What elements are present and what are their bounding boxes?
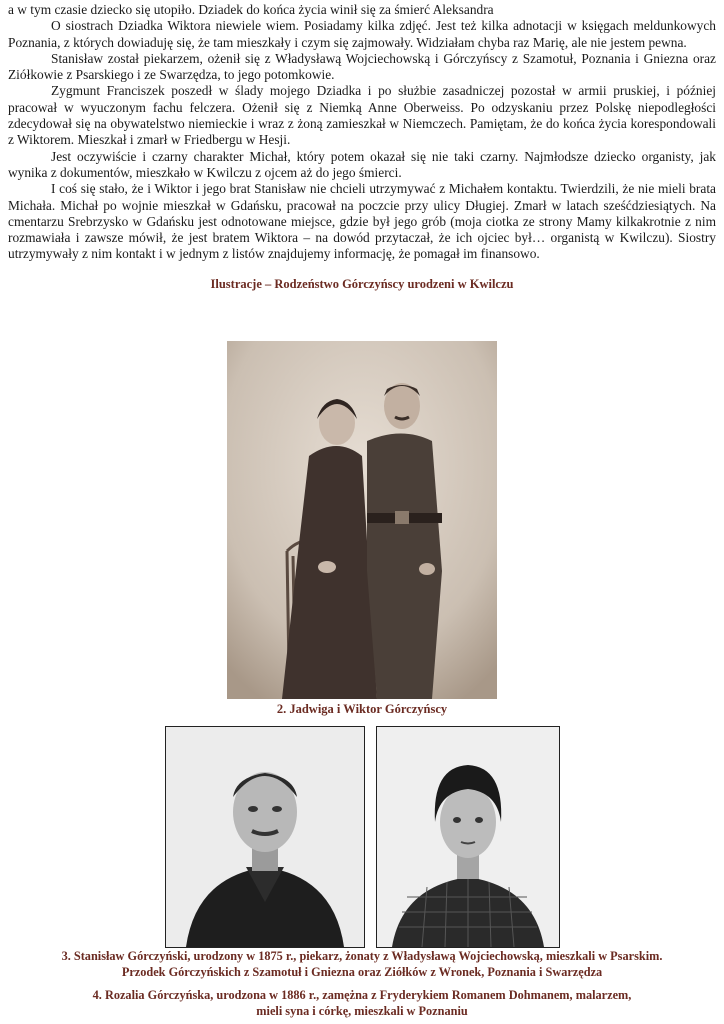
- paragraph-2: O siostrach Dziadka Wiktora niewiele wiem. Posiadamy kilka zdjęć. Jest też kilka adnotacji w księgach meldunkowych Poznania, z których dowiaduję się, że tam mieszkały i czym się zajmowały. Widziałam chyba raz Marię, ale nie jestem pewna.: [8, 18, 716, 50]
- photo-rozalia: [376, 726, 560, 948]
- document-page: [8, 2, 716, 292]
- caption-photo-2: 2. Jadwiga i Wiktor Górczyńscy: [276, 702, 448, 716]
- photo-stanislaw: [165, 726, 365, 948]
- caption-photo-3-line-2: Przodek Górczyńskich z Szamotuł i Gniezna oraz Ziółków z Wronek, Poznania i Swarzędza: [121, 965, 603, 979]
- paragraph-5: Jest oczywiście i czarny charakter Michał, który potem okazał się nie taki czarny. Najmłodsze dziecko organisty, jak wynika z dokumentów, mieszkało w Kwilczu z ojcem aż do jego śmierci.: [8, 148, 716, 180]
- caption-photo-4-line-2: mieli syna i córkę, mieszkali w Poznaniu: [256, 1004, 468, 1018]
- caption-photo-3-line-1: 3. Stanisław Górczyński, urodzony w 1875 r., piekarz, żonaty z Władysławą Wojciechowską, mieszkali w Psarskim.: [61, 949, 663, 963]
- paragraph-6: I coś się stało, że i Wiktor i jego brat Stanisław nie chcieli utrzymywać z Michałem kontaktu. Twierdzili, że nie mieli brata Michała. Michał po wojnie mieszkał w Gdańsku, pracował na poczcie przy ulicy Długiej. Zmarł w latach sześćdziesiątych. Na cmentarzu Srebrzysko w Gdańsku jest odnotowane miejsce, gdzie był jego grób (moja ciotka ze strony Mamy kilkakrotnie z nim rozmawiała i zawsze mówił, że jest bratem Wiktora – na dowód przytaczał, że ich ojciec był… organistą w Kwilczu). Siostry utrzymywały z nim kontakt i w jednym z listów znajdujemy informację, że pomagał im finansowo.: [8, 181, 716, 262]
- caption-photo-3: [4, 948, 720, 980]
- paragraph-4: Zygmunt Franciszek poszedł w ślady mojego Dziadka i po służbie zasadniczej pozostał w armii pruskiej, i później pracował w wyuczonym fachu felczera. Ożenił się z Niemką Anne Oberweiss. Po odzyskaniu przez Polskę niepodległości zdecydował się na obywatelstwo niemieckie i wraz z żoną zamieszkał w Niemczech. Pamiętam, że do końca życia korespondowali z Wiktorem. Mieszkał i zmarł w Friedbergu w Hesji.: [8, 83, 716, 148]
- section-heading: Ilustracje – Rodzeństwo Górczyńscy urodzeni w Kwilczu: [210, 276, 514, 291]
- paragraph-3: Stanisław został piekarzem, ożenił się z Władysławą Wojciechowską i Górczyńscy z Szamotuł, Poznania i Gniezna oraz Ziółkowie z Psarskiego i ze Swarzędza, to jego potomkowie.: [8, 50, 716, 83]
- paragraph-1: a w tym czasie dziecko się utopiło. Dziadek do końca życia winił się za śmierć Aleksandra: [8, 2, 494, 17]
- caption-photo-4-line-1: 4. Rozalia Górczyńska, urodzona w 1886 r., zamężna z Fryderykiem Romanem Dohmanem, malarzem,: [92, 988, 632, 1002]
- photo-couple: [227, 341, 497, 699]
- caption-photo-4: [4, 987, 720, 1019]
